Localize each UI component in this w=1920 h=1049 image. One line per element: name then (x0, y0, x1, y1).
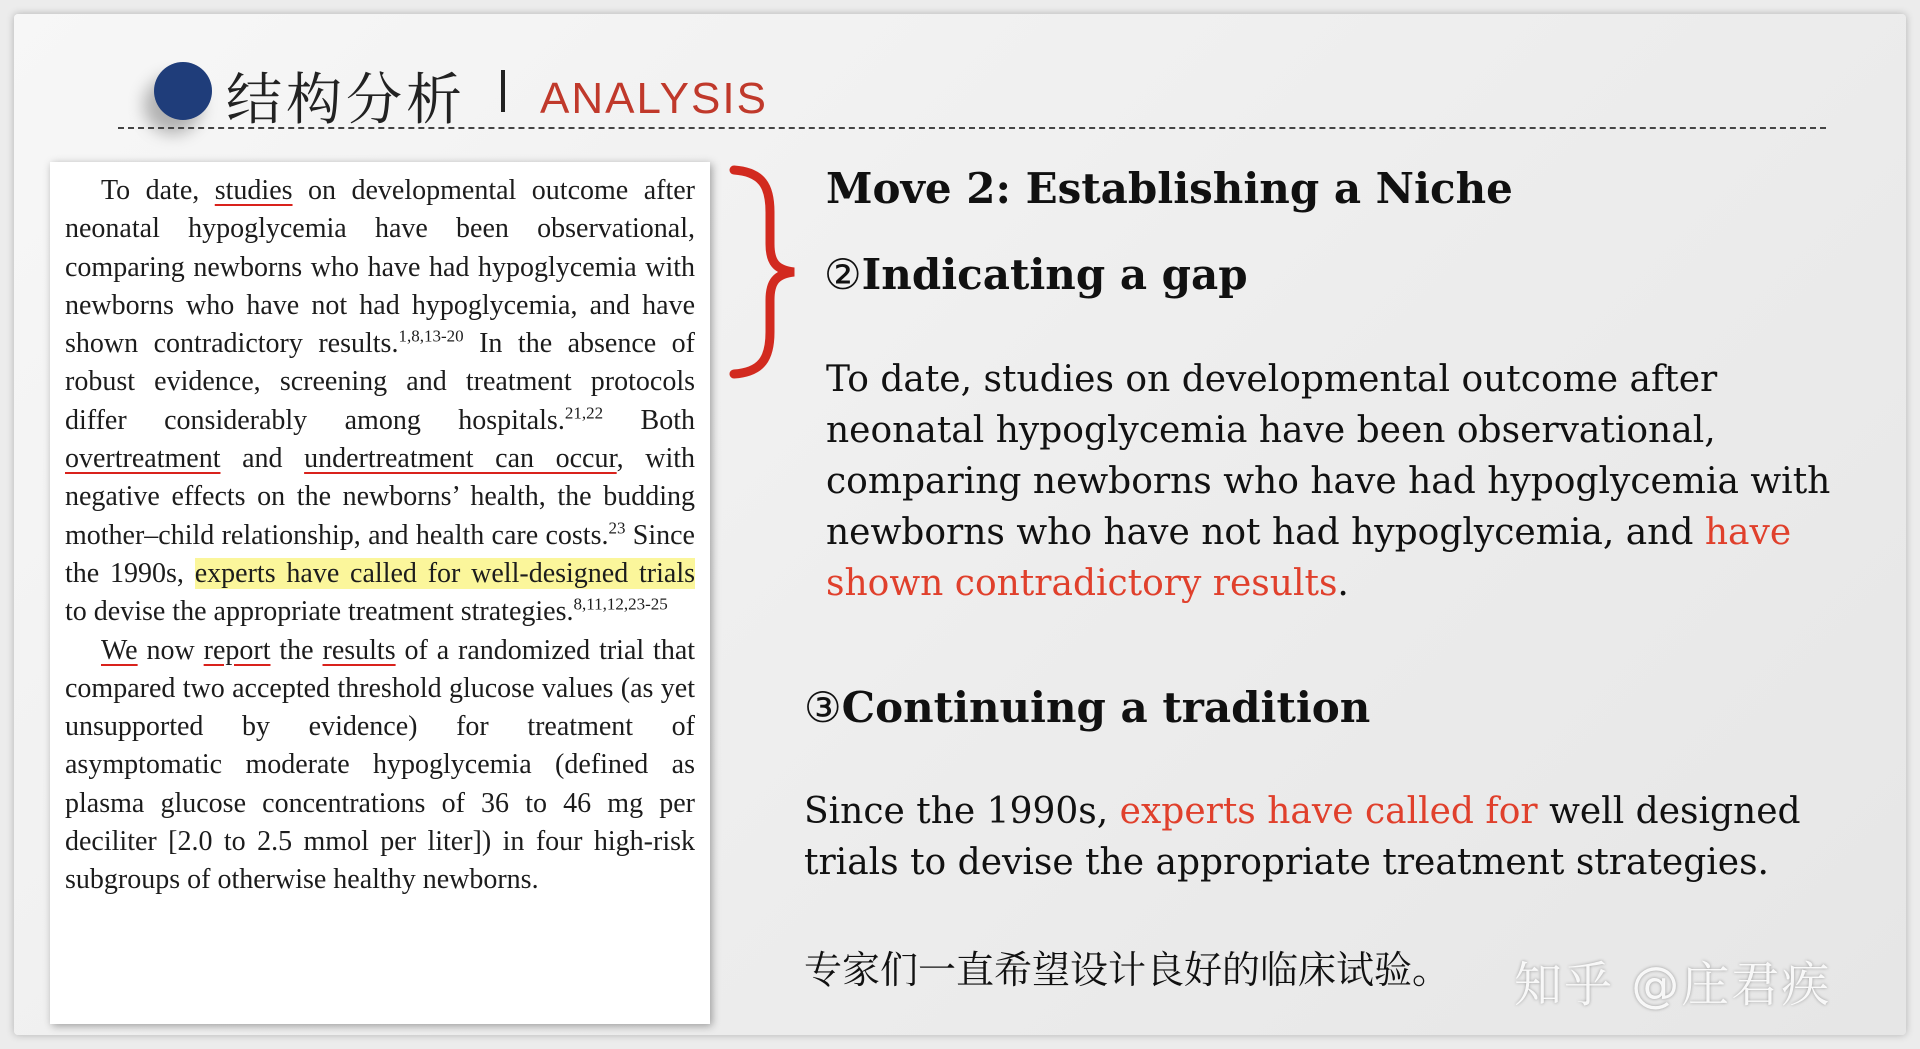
underlined-phrase: report (203, 634, 271, 666)
paper-text-run: Since the 1990s, (65, 519, 695, 589)
paper-text-run: and (242, 443, 283, 475)
step3-number: ③ (804, 683, 842, 732)
highlighted-phrase: experts have called for well-designed trials (194, 557, 696, 589)
underlined-phrase: undertreatment can occur (304, 443, 617, 475)
underlined-phrase: studies (214, 175, 293, 206)
gap-explanation (826, 354, 1866, 609)
paper-text-run: Both (640, 404, 695, 436)
curly-brace-icon (728, 162, 798, 382)
header-dashed-rule (118, 127, 1826, 129)
step3-label: Continuing a tradition (841, 683, 1371, 732)
citation-superscript: 21,22 (564, 403, 604, 423)
title-chinese: 结构分析 (226, 68, 466, 133)
underlined-phrase: results (322, 634, 396, 666)
paper-text-run: of a randomized trial that compared two accepted threshold glucose values (as yet unsupported by evidence) for treatment of asymptomatic moderate hypoglycemia (defined as plasma glucose concentrations of 36 to 46 mg per deciliter [2.0 to 2.5 mmol per liter]) in four high-risk subgroups of otherwise healthy newborns. (65, 634, 696, 896)
step2-heading (824, 250, 1248, 299)
underlined-phrase: overtreatment (65, 443, 221, 475)
step2-label: Indicating a gap (861, 250, 1248, 299)
paper-text-run: , with negative effects on the newborns’ health, the budding mother–child relationship, and health care costs. (65, 443, 696, 551)
citation-superscript: 23 (608, 518, 626, 538)
body-text-run: well designed trials to devise the appropriate treatment strategies. (804, 791, 1801, 883)
paper-text-run: In the absence of robust evidence, screening and treatment protocols differ considerably among hospitals. (65, 328, 696, 436)
title-separator (501, 70, 505, 112)
red-emphasis: experts have called for (1119, 791, 1538, 832)
underlined-phrase: We (101, 634, 138, 666)
slide (14, 14, 1906, 1035)
chinese-note: 专家们一直希望设计良好的临床试验。 (804, 948, 1451, 992)
paper-paragraph-2 (65, 632, 695, 900)
paper-text-run: the (279, 634, 314, 666)
paper-excerpt (50, 162, 710, 1024)
paper-text-run: now (146, 634, 195, 666)
citation-superscript: 1,8,13-20 (398, 326, 464, 346)
title-english: ANALYSIS (540, 74, 768, 123)
paper-text-run: To date, (101, 175, 200, 206)
paper-text (65, 172, 695, 900)
body-text-run: . (1337, 563, 1349, 604)
watermark: 知乎 @庄君疾 (1514, 957, 1832, 1013)
body-text-run: To date, studies on developmental outcome after neonatal hypoglycemia have been observational, comparing newborns who have had hypoglycemia with newborns who have not had hypoglycemia, and (826, 359, 1831, 553)
red-emphasis: have shown contradictory results (826, 512, 1792, 604)
paper-paragraph-1 (65, 172, 695, 632)
bullet-dot-icon (154, 62, 212, 120)
tradition-explanation (804, 786, 1844, 888)
citation-superscript: 8,11,12,23-25 (573, 594, 668, 614)
body-text-run: Since the 1990s, (804, 791, 1109, 832)
move-title: Move 2: Establishing a Niche (826, 164, 1513, 213)
step2-number: ② (824, 250, 862, 299)
paper-text-run: on developmental outcome after neonatal hypoglycemia have been observational, comparing newborns who have had hypoglycemia with newborns who have not had hypoglycemia, and have shown contradictory results. (65, 175, 695, 360)
paper-text-run: to devise the appropriate treatment strategies. (65, 596, 574, 628)
step3-heading (804, 683, 1370, 732)
